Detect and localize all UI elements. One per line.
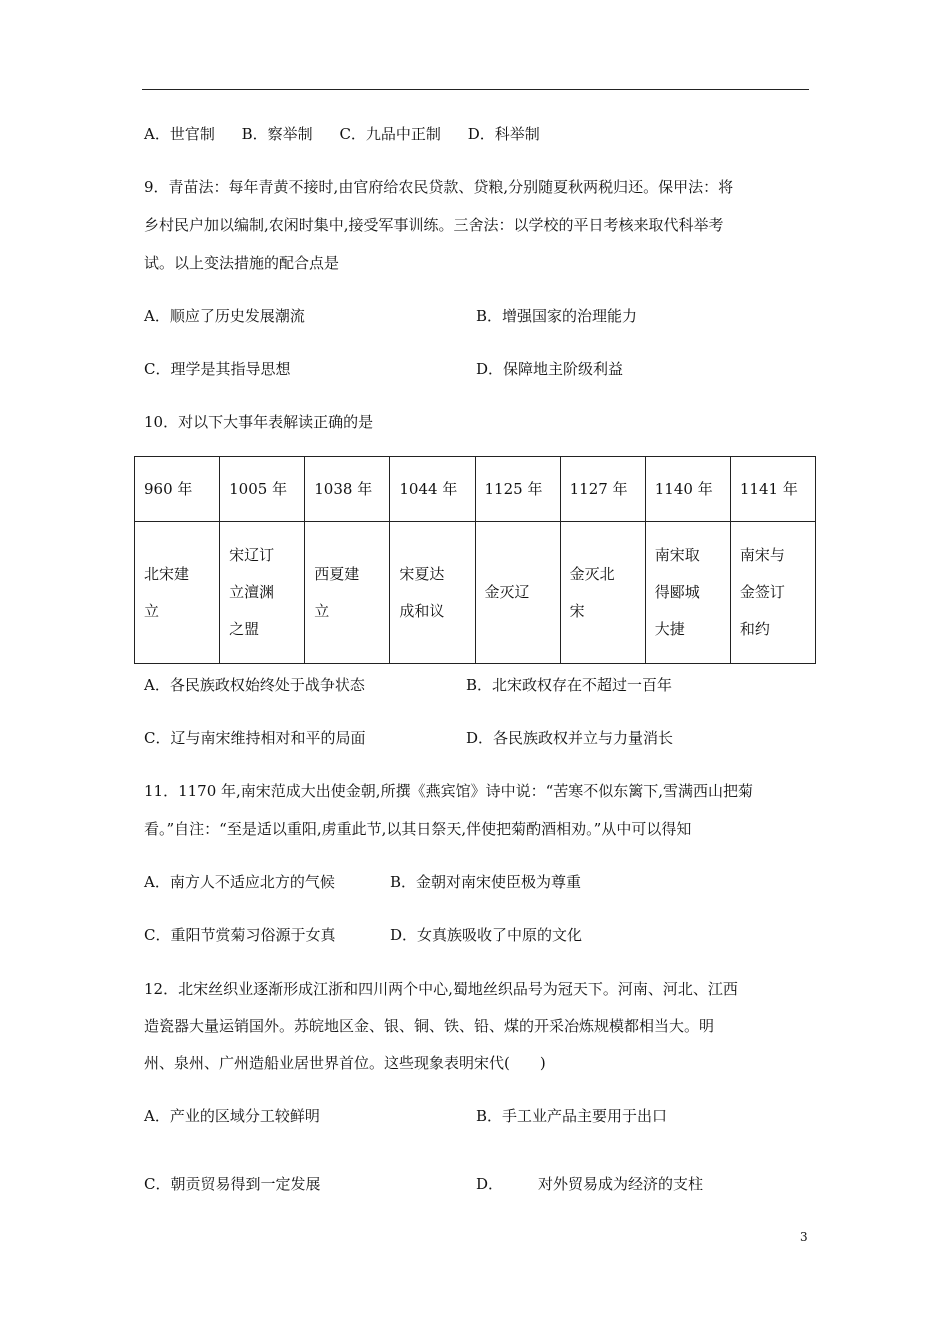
q12-stem-line2: 造瓷器大量运销国外。苏皖地区金、银、铜、铁、铅、煤的开采冶炼规模都相当大。明: [144, 1017, 715, 1035]
q11-stem-line2: 看。”自注：“至是适以重阳,虏重此节,以其日祭天,伴使把菊酌酒相劝。”从中可以得知: [144, 820, 692, 838]
q11-option-b: B．金朝对南宋使臣极为尊重: [390, 873, 582, 891]
year-cell: 1038 年: [305, 457, 390, 522]
page-number: 3: [800, 1230, 808, 1244]
q12-option-c: C．朝贡贸易得到一定发展: [144, 1175, 321, 1193]
q9-option-d: D．保障地主阶级利益: [476, 360, 624, 378]
event-text: 宋夏达成和议: [399, 564, 445, 620]
q12-stem-line1: 12．北宋丝织业逐渐形成江浙和四川两个中心,蜀地丝织品号为冠天下。河南、河北、江西: [144, 980, 738, 998]
event-text: 金灭北宋: [569, 564, 615, 620]
year-cell: 1127 年: [560, 457, 645, 522]
q10-option-d: D．各民族政权并立与力量消长: [466, 729, 674, 747]
header-rule: [142, 89, 809, 90]
q11-option-c: C．重阳节赏菊习俗源于女真: [144, 926, 336, 944]
q12-option-d-letter: D．: [476, 1175, 504, 1193]
event-cell: [135, 522, 220, 664]
event-text: 南宋取得郾城大捷: [654, 546, 700, 639]
year-cell: 1005 年: [220, 457, 305, 522]
q12-option-a: A．产业的区域分工较鲜明: [144, 1107, 320, 1125]
event-cell: [390, 522, 475, 664]
table-row-events: [135, 522, 816, 664]
q12-option-d-text: 对外贸易成为经济的支柱: [538, 1175, 704, 1193]
event-text: 北宋建立: [144, 564, 190, 620]
event-text: 金灭辽: [484, 583, 530, 602]
q9-option-a: A．顺应了历史发展潮流: [144, 307, 305, 325]
q9-option-c: C．理学是其指导思想: [144, 360, 291, 378]
event-cell: [730, 522, 815, 664]
year-cell: 960 年: [135, 457, 220, 522]
q9-stem-line2: 乡村民户加以编制,农闲时集中,接受军事训练。三舍法：以学校的平日考核来取代科举考: [144, 216, 724, 234]
q12-option-b: B．手工业产品主要用于出口: [476, 1107, 668, 1125]
q9-stem-line1: 9．青苗法：每年青黄不接时,由官府给农民贷款、贷粮,分别随夏秋两税归还。保甲法：将: [144, 178, 734, 196]
q10-option-a: A．各民族政权始终处于战争状态: [144, 676, 365, 694]
q8-option-c: C．九品中正制: [339, 125, 441, 143]
event-cell: [645, 522, 730, 664]
year-cell: 1125 年: [475, 457, 560, 522]
q10-option-c: C．辽与南宋维持相对和平的局面: [144, 729, 366, 747]
event-text: 南宋与金签订和约: [739, 546, 785, 639]
q9-option-b: B．增强国家的治理能力: [476, 307, 638, 325]
q10-option-b: B．北宋政权存在不超过一百年: [466, 676, 673, 694]
event-cell: [475, 522, 560, 664]
events-timeline-table: [134, 456, 816, 664]
event-cell: [305, 522, 390, 664]
year-cell: 1141 年: [730, 457, 815, 522]
q8-option-a: A．世官制: [144, 125, 215, 143]
q12-stem-line3: 州、泉州、广州造船业居世界首位。这些现象表明宋代( ): [144, 1054, 546, 1072]
event-cell: [220, 522, 305, 664]
event-text: 西夏建立: [314, 564, 360, 620]
year-cell: 1044 年: [390, 457, 475, 522]
q8-option-b: B．察举制: [241, 125, 313, 143]
q11-option-a: A．南方人不适应北方的气候: [144, 873, 335, 891]
q11-stem-line1: 11．1170 年,南宋范成大出使金朝,所撰《燕宾馆》诗中说：“苦寒不似东篱下,雪满西山把菊: [144, 782, 754, 800]
q8-options: [144, 124, 540, 144]
q8-option-d: D．科举制: [467, 125, 540, 143]
q9-stem-line3: 试。以上变法措施的配合点是: [144, 254, 340, 272]
event-cell: [560, 522, 645, 664]
q10-stem: 10．对以下大事年表解读正确的是: [144, 413, 374, 431]
event-text: 宋辽订立澶渊之盟: [229, 546, 275, 639]
table-row-years: [135, 457, 816, 522]
year-cell: 1140 年: [645, 457, 730, 522]
q11-option-d: D．女真族吸收了中原的文化: [390, 926, 583, 944]
